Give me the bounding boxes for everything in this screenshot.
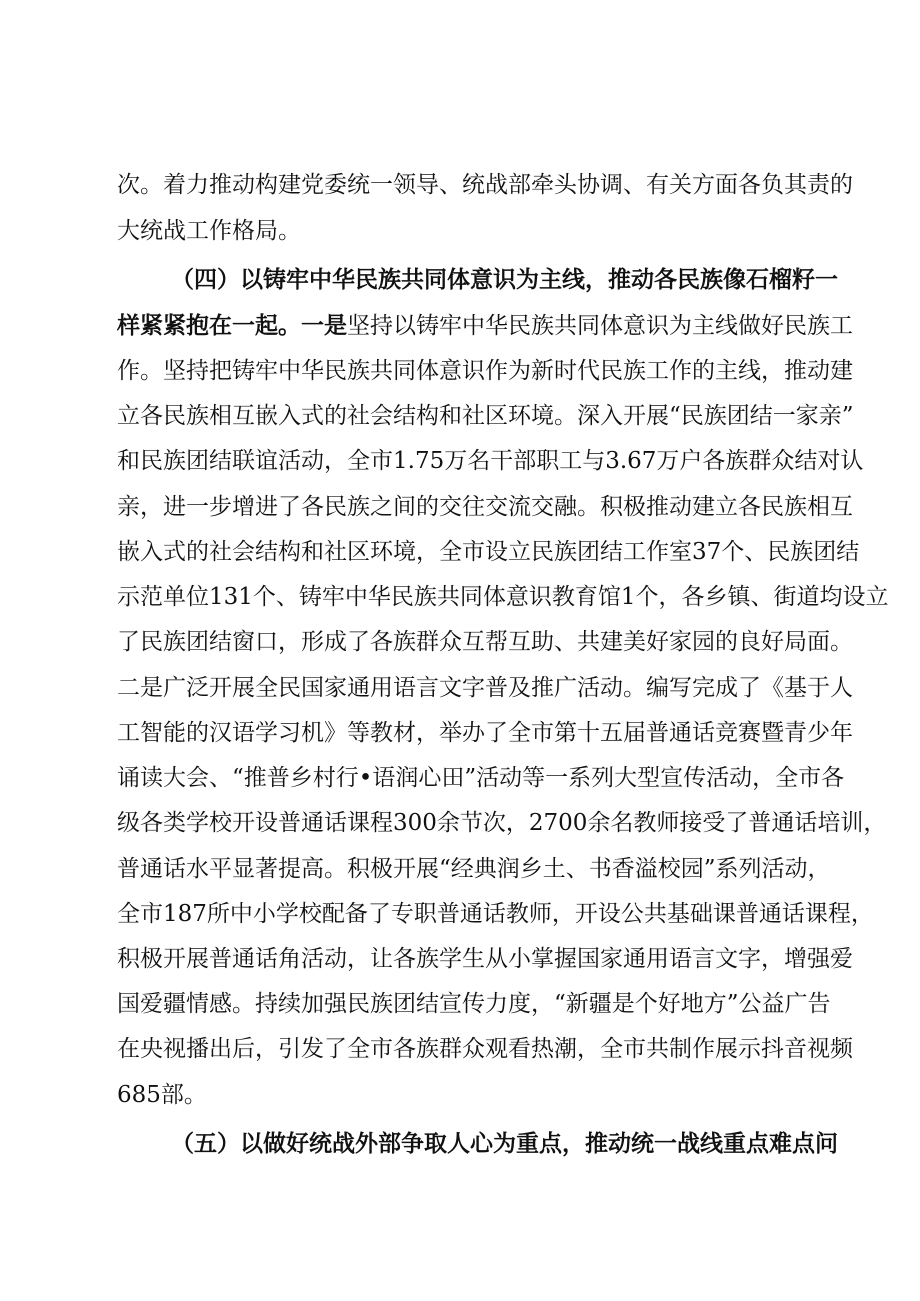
section-heading-5 — [171, 1126, 838, 1162]
text-segment: 次。着力推动构建党委统一领导、统战部牵头协调、有关方面各负其责的 — [117, 172, 853, 198]
text-line — [117, 670, 853, 706]
text-line — [117, 941, 853, 977]
text-line — [117, 851, 831, 887]
item-marker: 一是 — [301, 312, 347, 339]
text-segment: 大统战工作格局。 — [117, 218, 301, 244]
text-line — [117, 398, 854, 434]
text-line — [117, 1077, 807, 1113]
text-line — [117, 896, 874, 932]
text-segment: 级各类学校开设普通话课程300余节次，2700余名教师接受了普通话培训， — [117, 810, 887, 836]
item-marker: 二是 — [117, 675, 163, 701]
text-segment: 国爱疆情感。持续加强民族团结宣传力度，“新疆是个好地方”公益广告 — [117, 991, 831, 1017]
text-segment: 作。坚持把铸牢中华民族共同体意识作为新时代民族工作的主线，推动建 — [117, 358, 853, 384]
text-line — [117, 443, 864, 479]
text-segment: 嵌入式的社会结构和社区环境，全市设立民族团结工作室37个、民族团结 — [117, 539, 860, 565]
text-segment: 了民族团结窗口，形成了各族群众互帮互助、共建美好家园的良好局面。 — [117, 629, 853, 655]
heading-text: （四）以铸牢中华民族共同体意识为主线，推动各民族像石榴籽一 — [171, 266, 838, 293]
text-line — [117, 489, 853, 525]
text-segment: 示范单位131个、铸牢中华民族共同体意识教育馆1个，各乡镇、街道均设立 — [117, 584, 889, 610]
text-line — [117, 760, 845, 796]
text-segment: 全市187所中小学校配备了专职普通话教师，开设公共基础课普通话课程， — [117, 901, 874, 927]
text-segment: 普通话水平显著提高。积极开展“经典润乡土、书香溢校园”系列活动， — [117, 856, 831, 882]
text-line — [117, 213, 807, 249]
text-line — [117, 624, 853, 660]
text-line — [117, 986, 831, 1022]
text-segment: 积极开展普通话角活动，让各族学生从小掌握国家通用语言文字，增强爱 — [117, 946, 853, 972]
text-line — [117, 579, 889, 615]
text-segment: 坚持以铸牢中华民族共同体意识为主线做好民族工 — [347, 313, 853, 339]
text-segment: 广泛开展全民国家通用语言文字普及推广活动。编写完成了《基于人 — [163, 675, 853, 701]
section-heading-4 — [171, 262, 838, 298]
text-segment: 工智能的汉语学习机》等教材，举办了全市第十五届普通话竞赛暨青少年 — [117, 720, 853, 746]
text-line — [117, 353, 853, 389]
text-segment: 立各民族相互嵌入式的社会结构和社区环境。深入开展“民族团结一家亲” — [117, 403, 854, 429]
text-line — [117, 534, 860, 570]
text-line — [117, 167, 853, 203]
heading-text: 样紧紧抱在一起。 — [117, 312, 301, 339]
text-line — [117, 715, 853, 751]
heading-text: （五）以做好统战外部争取人心为重点，推动统一战线重点难点问 — [171, 1130, 838, 1157]
text-segment: 诵读大会、“推普乡村行•语润心田”活动等一系列大型宣传活动，全市各 — [117, 765, 845, 791]
text-line — [117, 805, 887, 841]
text-line — [117, 1031, 853, 1067]
text-segment: 685部。 — [117, 1082, 207, 1108]
text-segment: 和民族团结联谊活动，全市1.75万名干部职工与3.67万户各族群众结对认 — [117, 448, 864, 474]
text-line — [117, 308, 853, 344]
text-segment: 亲，进一步增进了各民族之间的交往交流交融。积极推动建立各民族相互 — [117, 494, 853, 520]
text-segment: 在央视播出后，引发了全市各族群众观看热潮，全市共制作展示抖音视频 — [117, 1036, 853, 1062]
